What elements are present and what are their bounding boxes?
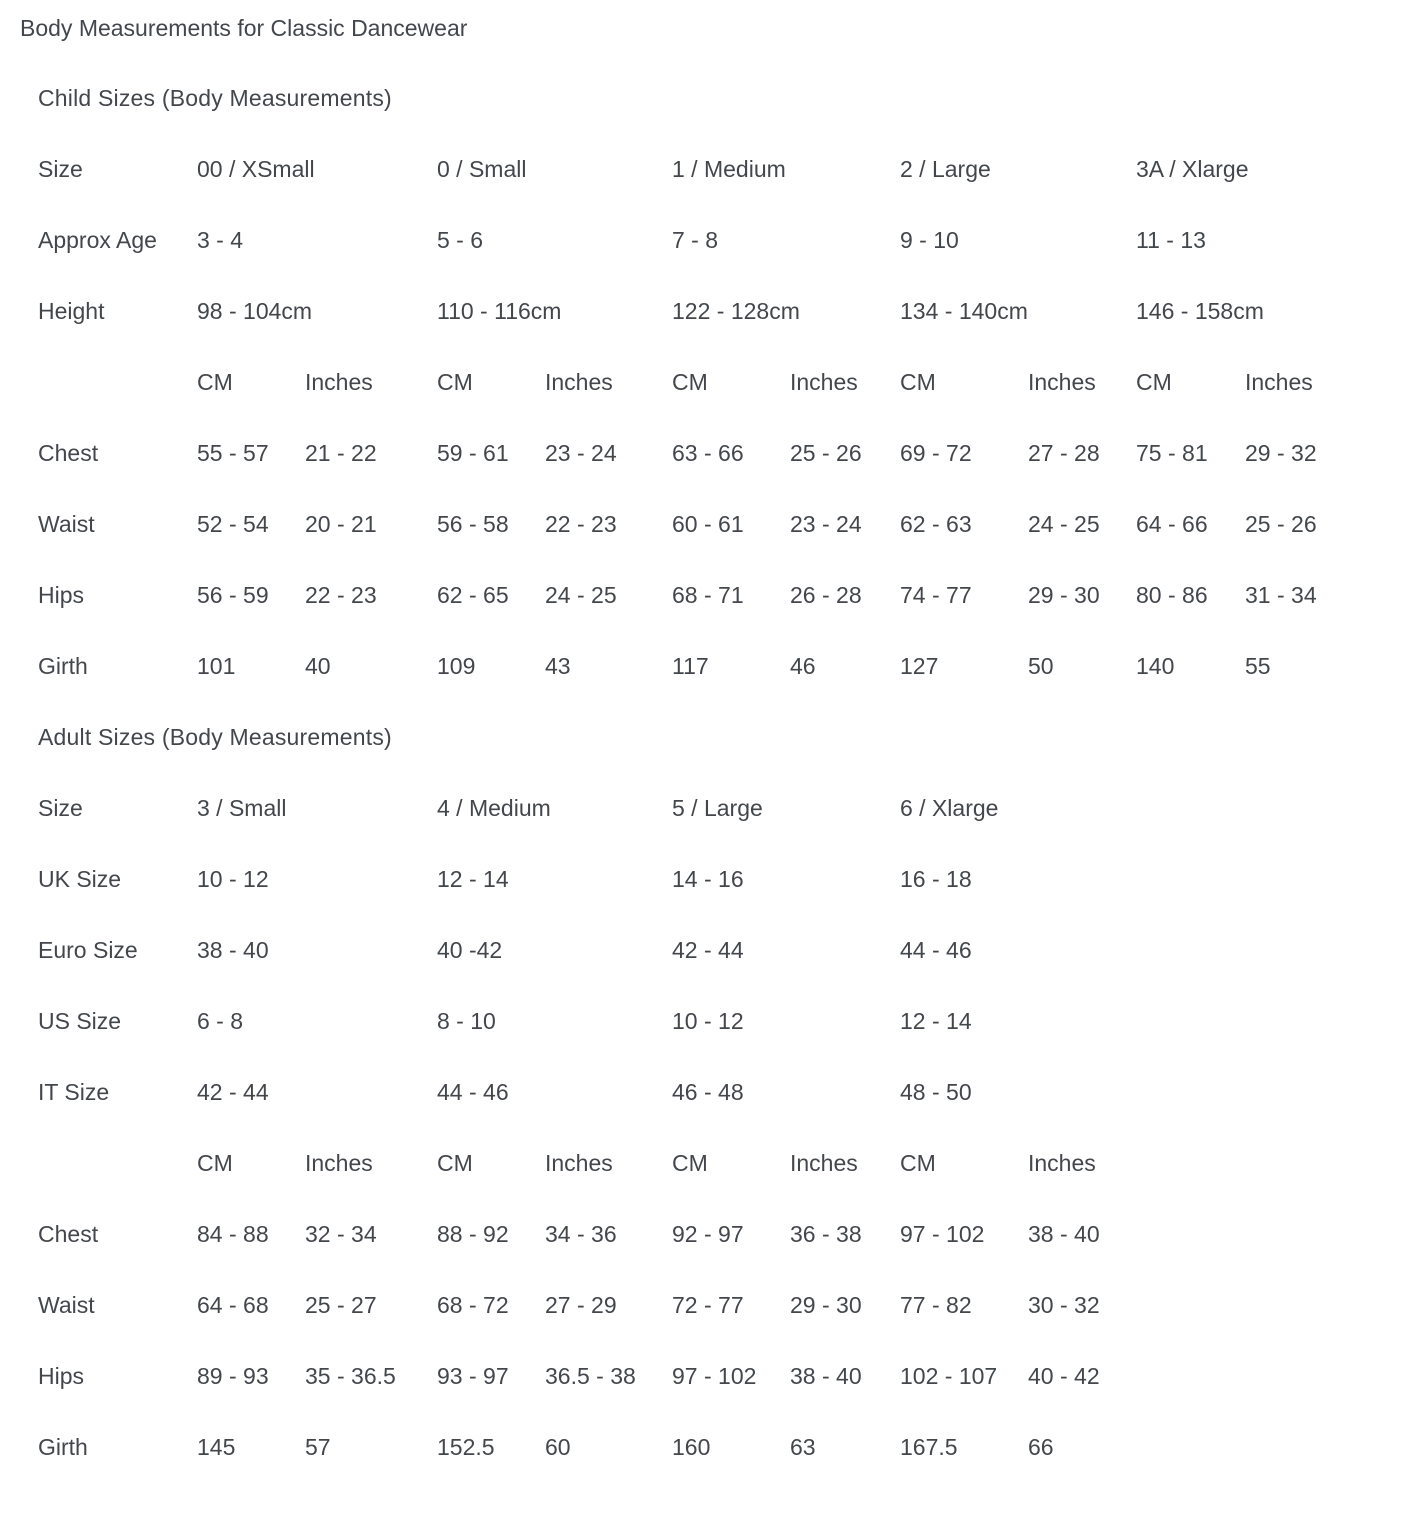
measurement-cell: 88 - 92 — [437, 1221, 509, 1247]
size-value: 48 - 50 — [900, 1079, 972, 1105]
size-value: 8 - 10 — [437, 1008, 496, 1034]
measurement-cell: 38 - 40 — [1028, 1221, 1100, 1247]
height-value: 146 - 158cm — [1136, 298, 1264, 324]
unit-header-inches: Inches — [305, 1150, 373, 1176]
measurement-cell: 20 - 21 — [305, 511, 377, 537]
measurement-cell: 72 - 77 — [672, 1292, 744, 1318]
adult-uk-size-row — [38, 844, 1366, 915]
size-value: 42 - 44 — [197, 1079, 269, 1105]
size-value: 42 - 44 — [672, 937, 744, 963]
adult-chest-row — [38, 1199, 1366, 1270]
measurement-cell: 22 - 23 — [545, 511, 617, 537]
unit-header-inches: Inches — [545, 1150, 613, 1176]
row-label: Hips — [38, 1363, 85, 1389]
measurement-cell: 24 - 25 — [1028, 511, 1100, 537]
measurement-cell: 21 - 22 — [305, 440, 377, 466]
size-value: 10 - 12 — [672, 1008, 744, 1034]
row-label: Approx Age — [38, 227, 157, 253]
unit-header-inches: Inches — [790, 369, 858, 395]
measurement-cell: 62 - 65 — [437, 582, 509, 608]
measurement-cell: 36.5 - 38 — [545, 1363, 636, 1389]
measurement-cell: 23 - 24 — [545, 440, 617, 466]
measurement-cell: 145 — [197, 1434, 236, 1460]
empty-cell — [1245, 1412, 1366, 1483]
size-value: 12 - 14 — [900, 1008, 972, 1034]
unit-header-inches: Inches — [545, 369, 613, 395]
empty-cell — [1245, 1270, 1366, 1341]
measurement-cell: 56 - 59 — [197, 582, 269, 608]
adult-units-row — [38, 1128, 1366, 1199]
size-value: 6 - 8 — [197, 1008, 244, 1034]
size-value: 12 - 14 — [437, 866, 509, 892]
child-section-heading: Child Sizes (Body Measurements) — [38, 85, 392, 111]
empty-cell — [1245, 1199, 1366, 1270]
measurement-cell: 50 — [1028, 653, 1054, 679]
measurement-cell: 25 - 27 — [305, 1292, 377, 1318]
measurement-cell: 30 - 32 — [1028, 1292, 1100, 1318]
size-value: 00 / XSmall — [197, 156, 315, 182]
row-label: Waist — [38, 1292, 95, 1318]
empty-cell — [1136, 1057, 1366, 1128]
measurement-cell: 57 — [305, 1434, 331, 1460]
row-label: IT Size — [38, 1079, 110, 1105]
row-label: Size — [38, 795, 83, 821]
height-value: 134 - 140cm — [900, 298, 1028, 324]
measurement-cell: 55 - 57 — [197, 440, 269, 466]
unit-header-inches: Inches — [305, 369, 373, 395]
measurement-cell: 24 - 25 — [545, 582, 617, 608]
measurement-cell: 29 - 32 — [1245, 440, 1317, 466]
size-value: 10 - 12 — [197, 866, 269, 892]
measurement-cell: 46 — [790, 653, 816, 679]
empty-cell — [1136, 1128, 1245, 1199]
empty-cell — [38, 347, 197, 418]
measurement-cell: 38 - 40 — [790, 1363, 862, 1389]
unit-header-cm: CM — [900, 369, 936, 395]
size-value: 3 / Small — [197, 795, 287, 821]
measurement-cell: 25 - 26 — [1245, 511, 1317, 537]
size-value: 2 / Large — [900, 156, 991, 182]
measurement-cell: 40 - 42 — [1028, 1363, 1100, 1389]
size-value: 4 / Medium — [437, 795, 551, 821]
child-section-heading-row — [38, 63, 1366, 134]
unit-header-cm: CM — [672, 1150, 708, 1176]
measurement-cell: 64 - 68 — [197, 1292, 269, 1318]
measurement-cell: 40 — [305, 653, 331, 679]
empty-cell — [1136, 1412, 1245, 1483]
empty-cell — [1245, 1128, 1366, 1199]
row-label: Size — [38, 156, 83, 182]
size-value: 6 / Xlarge — [900, 795, 999, 821]
measurement-cell: 62 - 63 — [900, 511, 972, 537]
measurement-cell: 77 - 82 — [900, 1292, 972, 1318]
height-value: 110 - 116cm — [437, 298, 562, 324]
size-value: 5 / Large — [672, 795, 763, 821]
unit-header-cm: CM — [437, 1150, 473, 1176]
measurement-cell: 35 - 36.5 — [305, 1363, 396, 1389]
measurement-cell: 60 — [545, 1434, 571, 1460]
row-label: Girth — [38, 653, 88, 679]
measurement-cell: 140 — [1136, 653, 1175, 679]
measurement-cell: 29 - 30 — [790, 1292, 862, 1318]
empty-cell — [1136, 773, 1366, 844]
child-size-row — [38, 134, 1366, 205]
measurement-cell: 84 - 88 — [197, 1221, 269, 1247]
measurement-cell: 127 — [900, 653, 939, 679]
page-title: Body Measurements for Classic Dancewear — [20, 14, 468, 41]
child-chest-row — [38, 418, 1366, 489]
measurement-cell: 23 - 24 — [790, 511, 862, 537]
adult-section-heading: Adult Sizes (Body Measurements) — [38, 724, 392, 750]
measurement-cell: 26 - 28 — [790, 582, 862, 608]
measurement-cell: 22 - 23 — [305, 582, 377, 608]
unit-header-cm: CM — [437, 369, 473, 395]
row-label: US Size — [38, 1008, 122, 1034]
measurement-cell: 56 - 58 — [437, 511, 509, 537]
empty-cell — [1136, 915, 1366, 986]
empty-cell — [1136, 1199, 1245, 1270]
unit-header-cm: CM — [672, 369, 708, 395]
measurement-cell: 64 - 66 — [1136, 511, 1208, 537]
size-value: 14 - 16 — [672, 866, 744, 892]
unit-header-inches: Inches — [1245, 369, 1313, 395]
measurement-cell: 160 — [672, 1434, 711, 1460]
size-value: 44 - 46 — [437, 1079, 509, 1105]
measurement-cell: 75 - 81 — [1136, 440, 1208, 466]
unit-header-inches: Inches — [1028, 1150, 1096, 1176]
row-label: Girth — [38, 1434, 88, 1460]
unit-header-cm: CM — [197, 369, 233, 395]
child-height-row — [38, 276, 1366, 347]
age-value: 11 - 13 — [1136, 227, 1206, 253]
measurement-cell: 101 — [197, 653, 236, 679]
empty-cell — [38, 1128, 197, 1199]
unit-header-cm: CM — [1136, 369, 1172, 395]
age-value: 9 - 10 — [900, 227, 959, 253]
adult-size-row — [38, 773, 1366, 844]
adult-euro-size-row — [38, 915, 1366, 986]
measurement-cell: 68 - 71 — [672, 582, 744, 608]
measurement-cell: 27 - 29 — [545, 1292, 617, 1318]
height-value: 122 - 128cm — [672, 298, 800, 324]
empty-cell — [1136, 986, 1366, 1057]
size-value: 44 - 46 — [900, 937, 972, 963]
measurement-cell: 66 — [1028, 1434, 1054, 1460]
measurement-cell: 68 - 72 — [437, 1292, 509, 1318]
empty-cell — [1136, 1270, 1245, 1341]
measurement-cell: 92 - 97 — [672, 1221, 744, 1247]
adult-girth-row — [38, 1412, 1366, 1483]
measurement-cell: 43 — [545, 653, 571, 679]
size-value: 3A / Xlarge — [1136, 156, 1249, 182]
child-age-row — [38, 205, 1366, 276]
unit-header-cm: CM — [197, 1150, 233, 1176]
measurement-cell: 63 — [790, 1434, 816, 1460]
measurement-cell: 60 - 61 — [672, 511, 744, 537]
measurement-cell: 93 - 97 — [437, 1363, 509, 1389]
unit-header-inches: Inches — [1028, 369, 1096, 395]
row-label: Chest — [38, 440, 99, 466]
adult-it-size-row — [38, 1057, 1366, 1128]
size-value: 0 / Small — [437, 156, 527, 182]
measurement-cell: 52 - 54 — [197, 511, 269, 537]
row-label: Hips — [38, 582, 85, 608]
size-value: 46 - 48 — [672, 1079, 744, 1105]
size-value: 38 - 40 — [197, 937, 269, 963]
age-value: 5 - 6 — [437, 227, 484, 253]
unit-header-inches: Inches — [790, 1150, 858, 1176]
adult-waist-row — [38, 1270, 1366, 1341]
adult-us-size-row — [38, 986, 1366, 1057]
child-waist-row — [38, 489, 1366, 560]
row-label: Waist — [38, 511, 95, 537]
empty-cell — [1136, 844, 1366, 915]
row-label: Height — [38, 298, 105, 324]
adult-hips-row — [38, 1341, 1366, 1412]
height-value: 98 - 104cm — [197, 298, 313, 324]
measurement-cell: 27 - 28 — [1028, 440, 1100, 466]
measurement-cell: 102 - 107 — [900, 1363, 998, 1389]
measurement-cell: 32 - 34 — [305, 1221, 377, 1247]
size-value: 1 / Medium — [672, 156, 786, 182]
measurement-cell: 36 - 38 — [790, 1221, 862, 1247]
empty-cell — [1136, 1341, 1245, 1412]
measurement-cell: 167.5 — [900, 1434, 958, 1460]
measurement-cell: 55 — [1245, 653, 1271, 679]
measurement-cell: 117 — [672, 653, 709, 679]
child-hips-row — [38, 560, 1366, 631]
measurement-cell: 97 - 102 — [672, 1363, 757, 1389]
row-label: Chest — [38, 1221, 99, 1247]
measurement-cell: 25 - 26 — [790, 440, 862, 466]
adult-section-heading-row — [38, 702, 1366, 773]
measurement-cell: 152.5 — [437, 1434, 495, 1460]
row-label: Euro Size — [38, 937, 138, 963]
child-girth-row — [38, 631, 1366, 702]
size-value: 40 -42 — [437, 937, 503, 963]
measurement-cell: 80 - 86 — [1136, 582, 1208, 608]
measurement-cell: 69 - 72 — [900, 440, 972, 466]
measurement-cell: 63 - 66 — [672, 440, 744, 466]
unit-header-cm: CM — [900, 1150, 936, 1176]
size-value: 16 - 18 — [900, 866, 972, 892]
empty-cell — [1245, 1341, 1366, 1412]
age-value: 3 - 4 — [197, 227, 244, 253]
measurement-cell: 74 - 77 — [900, 582, 972, 608]
size-chart-table — [38, 63, 1366, 1483]
measurement-cell: 97 - 102 — [900, 1221, 985, 1247]
row-label: UK Size — [38, 866, 122, 892]
measurement-cell: 109 — [437, 653, 476, 679]
measurement-cell: 31 - 34 — [1245, 582, 1317, 608]
measurement-cell: 89 - 93 — [197, 1363, 269, 1389]
age-value: 7 - 8 — [672, 227, 719, 253]
measurement-cell: 59 - 61 — [437, 440, 509, 466]
measurement-cell: 29 - 30 — [1028, 582, 1100, 608]
measurement-cell: 34 - 36 — [545, 1221, 617, 1247]
child-units-row — [38, 347, 1366, 418]
